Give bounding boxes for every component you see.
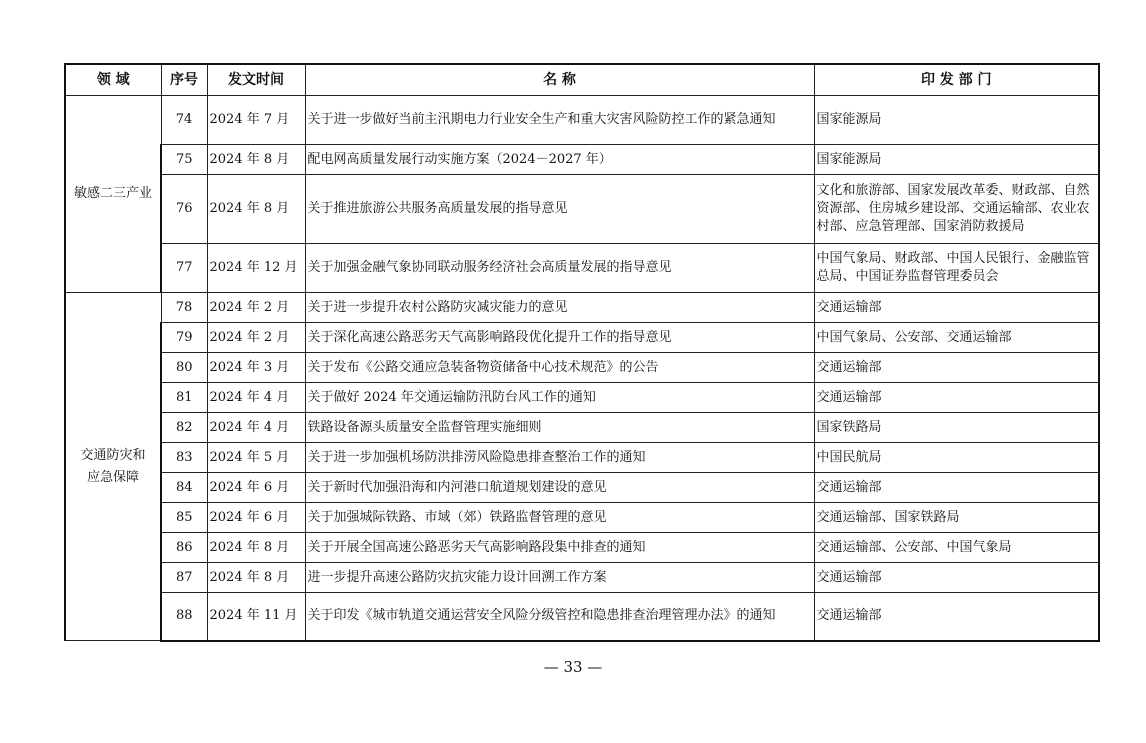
row-number: 77 xyxy=(161,244,207,293)
row-name: 关于推进旅游公共服务高质量发展的指导意见 xyxy=(305,175,814,244)
row-date: 2024 年 7 月 xyxy=(207,96,305,145)
table-row xyxy=(65,244,1099,293)
header-name: 名 称 xyxy=(305,64,814,96)
row-department: 交通运输部 xyxy=(814,473,1099,503)
row-name: 关于进一步做好当前主汛期电力行业安全生产和重大灾害风险防控工作的紧急通知 xyxy=(305,96,814,145)
row-name: 关于加强金融气象协同联动服务经济社会高质量发展的指导意见 xyxy=(305,244,814,293)
row-date: 2024 年 6 月 xyxy=(207,473,305,503)
table-row xyxy=(65,443,1099,473)
row-date: 2024 年 2 月 xyxy=(207,293,305,323)
area-cell: 敏感二三产业 xyxy=(65,96,161,293)
page-number: — 33 — xyxy=(543,658,603,676)
table-row xyxy=(65,383,1099,413)
row-name: 配电网高质量发展行动实施方案（2024－2027 年） xyxy=(305,145,814,175)
row-date: 2024 年 8 月 xyxy=(207,533,305,563)
table-row xyxy=(65,353,1099,383)
row-date: 2024 年 8 月 xyxy=(207,145,305,175)
row-number: 75 xyxy=(161,145,207,175)
row-number: 82 xyxy=(161,413,207,443)
row-date: 2024 年 2 月 xyxy=(207,323,305,353)
row-number: 76 xyxy=(161,175,207,244)
row-number: 81 xyxy=(161,383,207,413)
row-number: 80 xyxy=(161,353,207,383)
row-name: 关于加强城际铁路、市域（郊）铁路监督管理的意见 xyxy=(305,503,814,533)
row-name: 关于开展全国高速公路恶劣天气高影响路段集中排查的通知 xyxy=(305,533,814,563)
table-row xyxy=(65,175,1099,244)
table-row xyxy=(65,413,1099,443)
table-row xyxy=(65,323,1099,353)
header-area: 领 域 xyxy=(65,64,161,96)
row-name: 关于深化高速公路恶劣天气高影响路段优化提升工作的指导意见 xyxy=(305,323,814,353)
row-date: 2024 年 3 月 xyxy=(207,353,305,383)
row-name: 进一步提升高速公路防灾抗灾能力设计回溯工作方案 xyxy=(305,563,814,593)
row-date: 2024 年 8 月 xyxy=(207,175,305,244)
row-number: 74 xyxy=(161,96,207,145)
table-header-row xyxy=(65,64,1099,96)
row-name: 关于新时代加强沿海和内河港口航道规划建设的意见 xyxy=(305,473,814,503)
row-number: 79 xyxy=(161,323,207,353)
row-name: 关于进一步提升农村公路防灾减灾能力的意见 xyxy=(305,293,814,323)
row-date: 2024 年 8 月 xyxy=(207,563,305,593)
row-number: 83 xyxy=(161,443,207,473)
row-department: 交通运输部 xyxy=(814,353,1099,383)
row-date: 2024 年 5 月 xyxy=(207,443,305,473)
row-number: 88 xyxy=(161,593,207,641)
row-department: 国家能源局 xyxy=(814,96,1099,145)
header-department: 印 发 部 门 xyxy=(814,64,1099,96)
row-date: 2024 年 4 月 xyxy=(207,413,305,443)
row-number: 78 xyxy=(161,293,207,323)
table-row xyxy=(65,503,1099,533)
row-department: 中国民航局 xyxy=(814,443,1099,473)
row-number: 84 xyxy=(161,473,207,503)
row-number: 86 xyxy=(161,533,207,563)
policy-table xyxy=(64,63,1100,642)
row-department: 中国气象局、财政部、中国人民银行、金融监管总局、中国证券监督管理委员会 xyxy=(814,244,1099,293)
table-row xyxy=(65,145,1099,175)
area-cell xyxy=(65,293,161,641)
row-date: 2024 年 6 月 xyxy=(207,503,305,533)
row-name: 关于印发《城市轨道交通运营安全风险分级管控和隐患排查治理管理办法》的通知 xyxy=(305,593,814,641)
table-row xyxy=(65,96,1099,145)
row-department: 国家能源局 xyxy=(814,145,1099,175)
table-row xyxy=(65,593,1099,641)
table-row xyxy=(65,533,1099,563)
row-number: 87 xyxy=(161,563,207,593)
row-department: 中国气象局、公安部、交通运输部 xyxy=(814,323,1099,353)
row-name: 关于做好 2024 年交通运输防汛防台风工作的通知 xyxy=(305,383,814,413)
row-date: 2024 年 11 月 xyxy=(207,593,305,641)
row-department: 交通运输部 xyxy=(814,593,1099,641)
row-department: 文化和旅游部、国家发展改革委、财政部、自然资源部、住房城乡建设部、交通运输部、农业农村部、应急管理部、国家消防救援局 xyxy=(814,175,1099,244)
row-department: 交通运输部、公安部、中国气象局 xyxy=(814,533,1099,563)
row-department: 交通运输部 xyxy=(814,563,1099,593)
row-date: 2024 年 4 月 xyxy=(207,383,305,413)
row-department: 交通运输部、国家铁路局 xyxy=(814,503,1099,533)
table-row xyxy=(65,563,1099,593)
row-department: 交通运输部 xyxy=(814,383,1099,413)
row-name: 关于发布《公路交通应急装备物资储备中心技术规范》的公告 xyxy=(305,353,814,383)
table-row xyxy=(65,473,1099,503)
row-date: 2024 年 12 月 xyxy=(207,244,305,293)
table-row xyxy=(65,293,1099,323)
row-department: 国家铁路局 xyxy=(814,413,1099,443)
area-cell-text: 交通防灾和应急保障 xyxy=(80,447,146,485)
header-number: 序号 xyxy=(161,64,207,96)
header-date: 发文时间 xyxy=(207,64,305,96)
row-department: 交通运输部 xyxy=(814,293,1099,323)
row-name: 铁路设备源头质量安全监督管理实施细则 xyxy=(305,413,814,443)
row-number: 85 xyxy=(161,503,207,533)
row-name: 关于进一步加强机场防洪排涝风险隐患排查整治工作的通知 xyxy=(305,443,814,473)
